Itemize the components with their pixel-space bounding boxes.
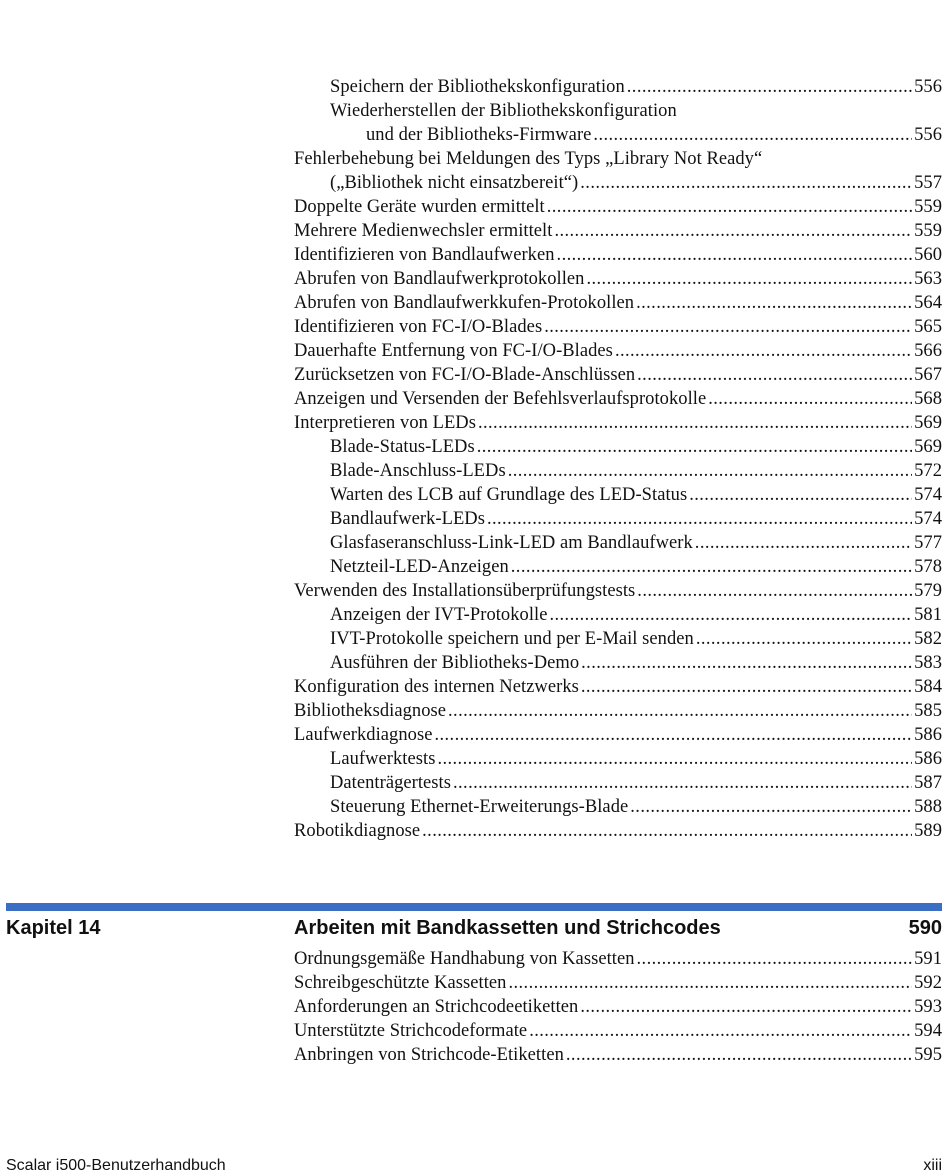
toc-dot-leader: [422, 819, 912, 843]
toc-entry-label: („Bibliothek nicht einsatzbereit“): [330, 173, 579, 193]
toc-dot-leader: [566, 1043, 912, 1067]
toc-entry-label: Warten des LCB auf Grundlage des LED-Status: [330, 485, 688, 505]
toc-entry[interactable]: [294, 243, 942, 267]
toc-entry[interactable]: [294, 531, 942, 555]
toc-dot-leader: [511, 555, 912, 579]
toc-entry[interactable]: [294, 147, 942, 171]
toc-dot-leader: [448, 699, 912, 723]
toc-entry[interactable]: [294, 819, 942, 843]
toc-dot-leader: [478, 411, 912, 435]
toc-dot-leader: [581, 651, 912, 675]
toc-entry-label: Anbringen von Strichcode-Etiketten: [294, 1045, 564, 1065]
toc-dot-leader: [586, 267, 912, 291]
toc-entry-label: Identifizieren von FC-I/O-Blades: [294, 317, 543, 337]
toc-entry[interactable]: [294, 579, 942, 603]
toc-entry-page: 559: [914, 197, 942, 217]
toc-entry[interactable]: [294, 339, 942, 363]
toc-dot-leader: [627, 75, 912, 99]
toc-entry-label: Anzeigen der IVT-Protokolle: [330, 605, 548, 625]
toc-entry-label: Datenträgertests: [330, 773, 451, 793]
toc-entry[interactable]: [294, 1043, 942, 1067]
toc-entry[interactable]: [294, 363, 942, 387]
toc-dot-leader: [637, 947, 913, 971]
toc-entry-page: 591: [914, 949, 942, 969]
toc-entry-page: 581: [914, 605, 942, 625]
toc-entry-page: 589: [914, 821, 942, 841]
toc-entry[interactable]: [294, 995, 942, 1019]
toc-dot-leader: [434, 723, 912, 747]
toc-entry-label: Abrufen von Bandlaufwerkkufen-Protokollen: [294, 293, 635, 313]
toc-entry-page: 579: [914, 581, 942, 601]
toc-entry[interactable]: [294, 699, 942, 723]
toc-entry-page: 566: [914, 341, 942, 361]
toc-entry[interactable]: [294, 75, 942, 99]
chapter-page-number: 590: [908, 917, 942, 939]
toc-dot-leader: [547, 195, 912, 219]
toc-entry[interactable]: [294, 459, 942, 483]
toc-dot-leader: [636, 291, 912, 315]
toc-entry-label: Ausführen der Bibliotheks-Demo: [330, 653, 580, 673]
toc-entry-label: Dauerhafte Entfernung von FC-I/O-Blades: [294, 341, 613, 361]
toc-entry-label: und der Bibliotheks-Firmware: [366, 125, 592, 145]
toc-entry-page: 593: [914, 997, 942, 1017]
toc-dot-leader: [554, 219, 912, 243]
toc-dot-leader: [580, 171, 912, 195]
toc-entry-page: 577: [914, 533, 942, 553]
toc-entry[interactable]: [294, 651, 942, 675]
toc-entry-label: Blade-Anschluss-LEDs: [330, 461, 506, 481]
toc-entry[interactable]: [294, 1019, 942, 1043]
toc-entry-page: 594: [914, 1021, 942, 1041]
toc-entry[interactable]: [294, 795, 942, 819]
toc-dot-leader: [581, 675, 912, 699]
toc-dot-leader: [549, 603, 912, 627]
toc-chapter-list: [294, 947, 942, 1067]
toc-entry[interactable]: [294, 195, 942, 219]
toc-entry-page: 565: [914, 317, 942, 337]
toc-entry-page: 574: [914, 485, 942, 505]
toc-entry-label: Steuerung Ethernet-Erweiterungs-Blade: [330, 797, 629, 817]
toc-entry-label: Zurücksetzen von FC-I/O-Blade-Anschlüssen: [294, 365, 636, 385]
toc-entry[interactable]: [294, 507, 942, 531]
toc-dot-leader: [696, 627, 912, 651]
toc-entry-page: 583: [914, 653, 942, 673]
toc-dot-leader: [477, 435, 912, 459]
toc-dot-leader: [508, 971, 912, 995]
toc-dot-leader: [508, 459, 912, 483]
toc-entry-label: Anforderungen an Strichcodeetiketten: [294, 997, 579, 1017]
toc-main-list: [294, 75, 942, 843]
toc-entry-page: 556: [914, 77, 942, 97]
toc-dot-leader: [544, 315, 912, 339]
toc-entry-page: 567: [914, 365, 942, 385]
toc-entry-label: Wiederherstellen der Bibliothekskonfiguration: [330, 101, 677, 121]
toc-entry-page: 586: [914, 749, 942, 769]
toc-entry-page: 572: [914, 461, 942, 481]
toc-entry-page: 592: [914, 973, 942, 993]
toc-entry[interactable]: [294, 387, 942, 411]
toc-entry-page: 586: [914, 725, 942, 745]
toc-entry-label: Robotikdiagnose: [294, 821, 421, 841]
chapter-title: Arbeiten mit Bandkassetten und Strichcodes: [294, 917, 721, 939]
page-footer: [6, 1156, 942, 1176]
toc-entry[interactable]: [294, 315, 942, 339]
toc-entry-label: Konfiguration des internen Netzwerks: [294, 677, 579, 697]
toc-entry-page: 595: [914, 1045, 942, 1065]
toc-dot-leader: [689, 483, 912, 507]
toc-entry-page: 584: [914, 677, 942, 697]
toc-entry-label: Bibliotheksdiagnose: [294, 701, 447, 721]
toc-entry[interactable]: [294, 723, 942, 747]
chapter-divider-bar: [6, 903, 942, 911]
toc-dot-leader: [708, 387, 912, 411]
footer-page-number: xiii: [923, 1157, 942, 1174]
toc-dot-leader: [529, 1019, 912, 1043]
toc-entry-label: Verwenden des Installationsüberprüfungstests: [294, 581, 636, 601]
toc-dot-leader: [615, 339, 912, 363]
toc-entry-page: 574: [914, 509, 942, 529]
toc-entry-page: 563: [914, 269, 942, 289]
toc-entry[interactable]: [294, 747, 942, 771]
toc-entry[interactable]: [294, 99, 942, 123]
toc-entry-page: 559: [914, 221, 942, 241]
toc-entry-label: Unterstützte Strichcodeformate: [294, 1021, 528, 1041]
toc-entry[interactable]: [294, 971, 942, 995]
toc-entry-label: Netzteil-LED-Anzeigen: [330, 557, 509, 577]
toc-entry-label: Fehlerbehebung bei Meldungen des Typs „Library Not Ready“: [294, 149, 763, 169]
toc-entry[interactable]: [294, 435, 942, 459]
toc-entry-label: Interpretieren von LEDs: [294, 413, 476, 433]
toc-entry-page: 560: [914, 245, 942, 265]
toc-entry[interactable]: [294, 947, 942, 971]
toc-entry-label: Doppelte Geräte wurden ermittelt: [294, 197, 545, 217]
toc-entry[interactable]: [294, 267, 942, 291]
footer-document-title: Scalar i500-Benutzerhandbuch: [6, 1157, 226, 1174]
toc-dot-leader: [453, 771, 912, 795]
toc-entry-page: 568: [914, 389, 942, 409]
toc-entry-page: 569: [914, 437, 942, 457]
toc-dot-leader: [437, 747, 912, 771]
toc-entry[interactable]: [294, 171, 942, 195]
toc-entry-label: Glasfaseranschluss-Link-LED am Bandlaufwerk: [330, 533, 693, 553]
toc-entry-page: 578: [914, 557, 942, 577]
chapter-heading[interactable]: [6, 913, 942, 943]
toc-entry-label: Laufwerktests: [330, 749, 436, 769]
toc-dot-leader: [580, 995, 912, 1019]
toc-entry[interactable]: [294, 627, 942, 651]
toc-entry-page: 564: [914, 293, 942, 313]
toc-dot-leader: [637, 363, 912, 387]
toc-entry[interactable]: [294, 675, 942, 699]
toc-entry[interactable]: [294, 411, 942, 435]
toc-entry-label: Schreibgeschützte Kassetten: [294, 973, 507, 993]
toc-entry-label: Ordnungsgemäße Handhabung von Kassetten: [294, 949, 635, 969]
toc-entry-label: Mehrere Medienwechsler ermittelt: [294, 221, 553, 241]
toc-dot-leader: [695, 531, 912, 555]
toc-dot-leader: [557, 243, 913, 267]
toc-entry-page: 569: [914, 413, 942, 433]
toc-entry-label: IVT-Protokolle speichern und per E-Mail senden: [330, 629, 694, 649]
toc-dot-leader: [487, 507, 912, 531]
toc-entry-page: 556: [914, 125, 942, 145]
toc-dot-leader: [637, 579, 912, 603]
toc-entry-page: 585: [914, 701, 942, 721]
toc-dot-leader: [630, 795, 912, 819]
toc-entry[interactable]: [294, 219, 942, 243]
toc-entry-label: Speichern der Bibliothekskonfiguration: [330, 77, 625, 97]
toc-entry[interactable]: [294, 771, 942, 795]
toc-entry-label: Bandlaufwerk-LEDs: [330, 509, 485, 529]
toc-entry[interactable]: [294, 291, 942, 315]
toc-entry[interactable]: [294, 123, 942, 147]
toc-entry-page: 587: [914, 773, 942, 793]
toc-entry-label: Anzeigen und Versenden der Befehlsverlaufsprotokolle: [294, 389, 707, 409]
chapter-number: Kapitel 14: [6, 917, 101, 939]
toc-entry-page: 557: [914, 173, 942, 193]
toc-dot-leader: [593, 123, 912, 147]
toc-entry-label: Blade-Status-LEDs: [330, 437, 475, 457]
toc-entry-label: Abrufen von Bandlaufwerkprotokollen: [294, 269, 585, 289]
toc-entry-page: 588: [914, 797, 942, 817]
toc-entry-page: 582: [914, 629, 942, 649]
toc-entry[interactable]: [294, 483, 942, 507]
toc-entry-label: Identifizieren von Bandlaufwerken: [294, 245, 555, 265]
toc-entry[interactable]: [294, 603, 942, 627]
toc-entry[interactable]: [294, 555, 942, 579]
toc-entry-label: Laufwerkdiagnose: [294, 725, 433, 745]
